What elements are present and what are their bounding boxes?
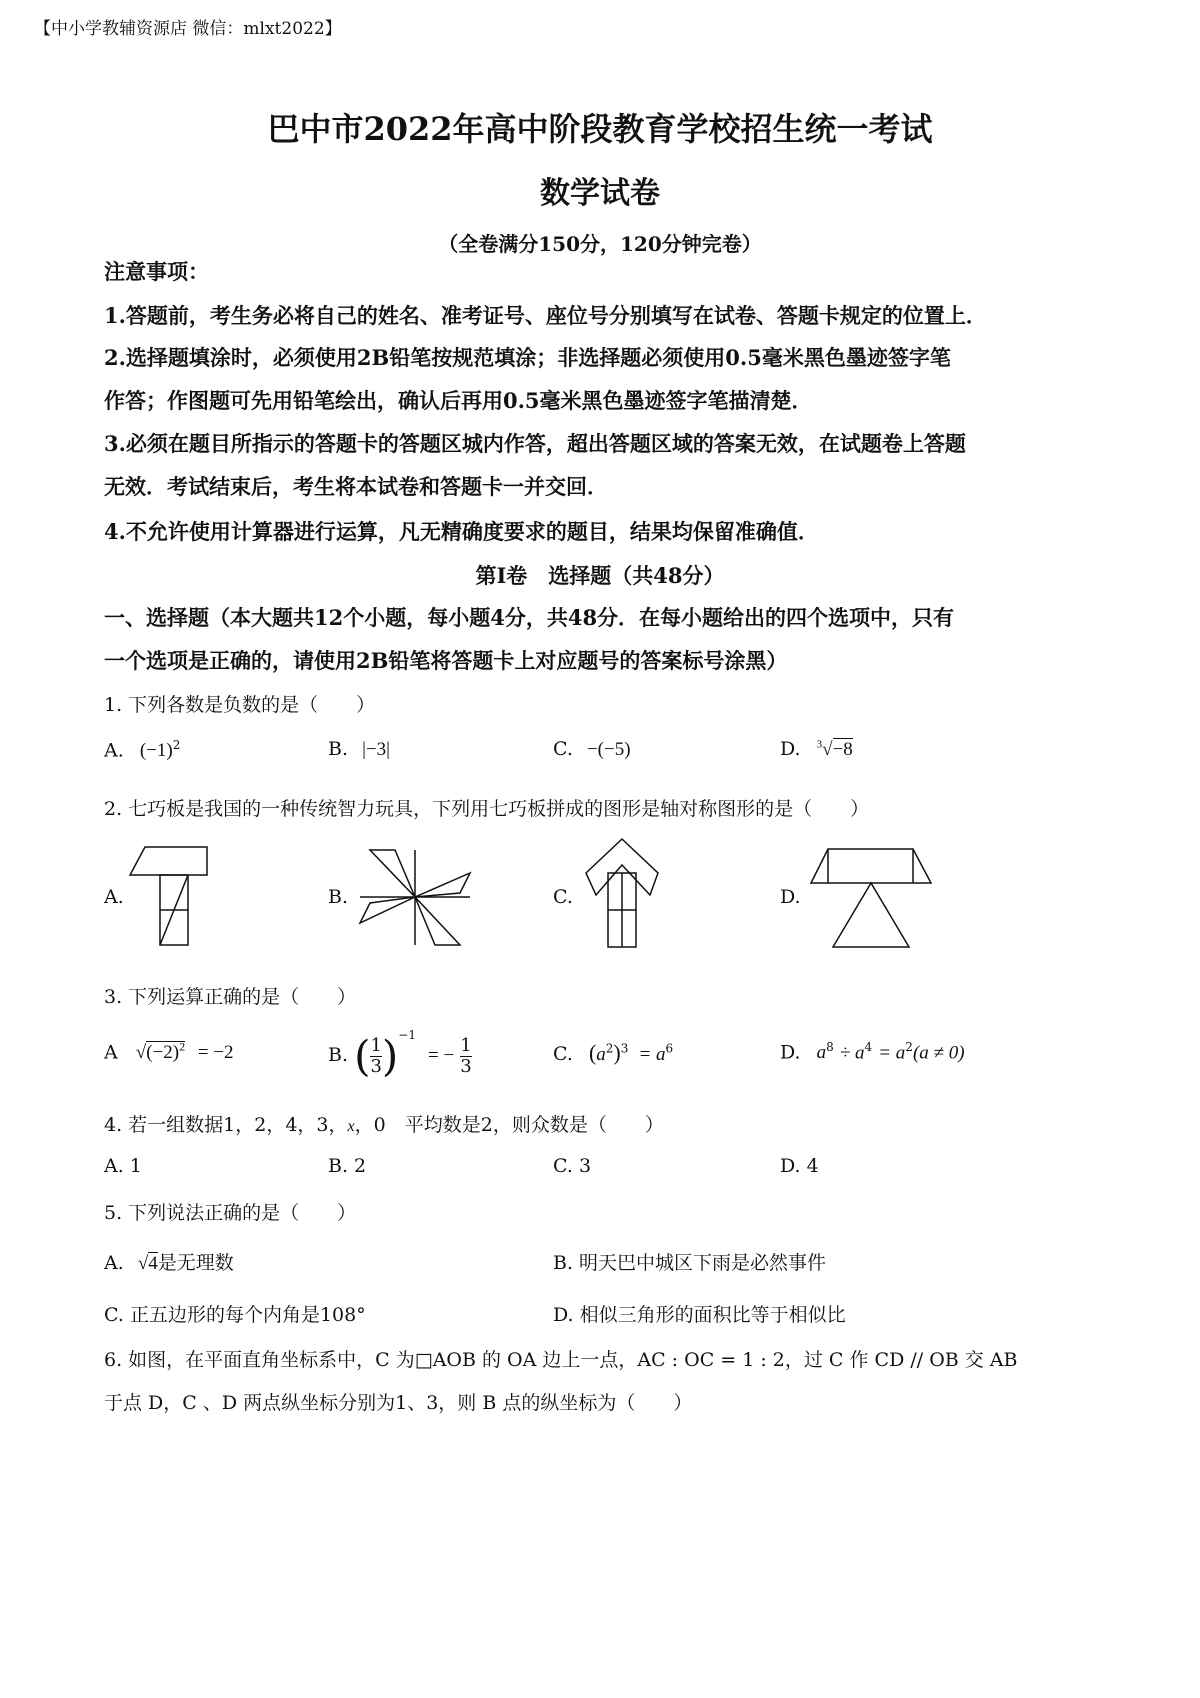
q5-option-a: A. √4是无理数 (104, 1252, 234, 1274)
q4-option-c: C. 3 (553, 1155, 592, 1177)
q3-b-num: 1 (370, 1034, 382, 1056)
q5-option-c: C. 正五边形的每个内角是108° (104, 1304, 366, 1326)
watermark: 【中小学教辅资源店 微信：mlxt2022】 (34, 19, 342, 39)
q1-option-d: D. $^3$√−8 (780, 738, 853, 760)
q4-option-d: D. 4 (780, 1155, 819, 1177)
q3-a-radicand: (−2) (146, 1042, 180, 1064)
q3-a-exp: 2 (179, 1040, 186, 1054)
q3-b-exp: −1 (398, 1028, 416, 1042)
q1-stem: 1. 下列各数是负数的是（ ） (104, 694, 376, 716)
q4-option-b: B. 2 (328, 1155, 367, 1177)
q4-stem-a: 4. 若一组数据1，2，4，3， (104, 1114, 348, 1136)
q6-line-1: 6. 如图，在平面直角坐标系中，C 为□AOB 的 OA 边上一点，AC : OC = 1 : 2，过 C 作 CD // OB 交 AB (104, 1349, 1018, 1371)
q3-c-rhs: = a (638, 1044, 666, 1065)
q2-d-label: D. (780, 886, 801, 908)
q3-stem: 3. 下列运算正确的是（ ） (104, 986, 357, 1008)
q2-c-label: C. (553, 886, 573, 908)
q3-c-base: a (596, 1044, 606, 1065)
tangram-figure-c (578, 835, 668, 955)
q5-stem: 5. 下列说法正确的是（ ） (104, 1202, 357, 1224)
q2-stem: 2. 七巧板是我国的一种传统智力玩具，下列用七巧板拼成的图形是轴对称图形的是（ ） (104, 798, 870, 820)
notice-line-3: 作答；作图题可先用铅笔绘出，确认后再用0.5毫米黑色墨迹签字笔描清楚． (104, 388, 813, 413)
q3-a-label: A (104, 1041, 118, 1064)
q4-stem-x: x (347, 1118, 355, 1135)
q3-option-c: C. $(a^2)^3 = a^6$ (553, 1040, 674, 1065)
q3-d-e3: 2 (905, 1040, 913, 1054)
q1-c-label: C. (553, 738, 573, 760)
exam-note: （全卷满分150分，120分钟完卷） (438, 232, 762, 256)
part-title: 第Ⅰ卷 选择题（共48分） (475, 563, 725, 588)
tangram-figure-a (125, 845, 215, 955)
q1-d-index: 3 (816, 738, 823, 751)
q6-line-2: 于点 D，C 、D 两点纵坐标分别为1、3，则 B 点的纵坐标为（ ） (104, 1392, 693, 1414)
q3-b-label: B. (328, 1044, 349, 1066)
q3-c-label: C. (553, 1043, 573, 1065)
q1-option-b (328, 738, 390, 761)
q1-c-expr: −(−5) (586, 739, 631, 760)
q3-b-eq: = − (428, 1045, 455, 1066)
q2-b-label: B. (328, 886, 349, 908)
section-instr-1: 一、选择题（本大题共12个小题，每小题4分，共48分．在每小题给出的四个选项中，只有 (104, 605, 955, 630)
q3-b-rnum: 1 (460, 1034, 472, 1056)
exam-subtitle: 数学试卷 (540, 176, 660, 211)
q3-a-rhs: = −2 (197, 1042, 234, 1064)
q1-d-radicand: −8 (832, 739, 853, 760)
notice-line-2: 2.选择题填涂时，必须使用2B铅笔按规范填涂；非选择题必须使用0.5毫米黑色墨迹签字笔 (104, 345, 951, 370)
tangram-figure-d (803, 845, 943, 955)
notice-line-1: 1.答题前，考生务必将自己的姓名、准考证号、座位号分别填写在试卷、答题卡规定的位置上． (104, 303, 987, 328)
q3-option-d (780, 1040, 965, 1064)
q3-d-cond: (a ≠ 0) (912, 1042, 965, 1064)
q3-d-e2: 4 (864, 1040, 873, 1054)
q1-b-expr: |−3| (362, 739, 390, 760)
notice-heading: 注意事项： (104, 259, 209, 284)
q5-a-radicand: 4 (148, 1253, 158, 1274)
notice-line-6: 4.不允许使用计算器进行运算，凡无精确度要求的题目，结果均保留准确值． (104, 519, 819, 544)
q5-a-label: A. (104, 1252, 124, 1274)
q3-d-a: a (816, 1042, 827, 1064)
tangram-figure-b (350, 845, 480, 955)
q3-b-den: 3 (370, 1055, 382, 1077)
q3-c-rhs-exp: 6 (665, 1041, 674, 1056)
q1-b-label: B. (328, 738, 349, 760)
q5-option-b: B. 明天巴中城区下雨是必然事件 (553, 1252, 827, 1274)
notice-line-4: 3.必须在题目所指示的答题卡的答题区城内作答，超出答题区域的答案无效，在试题卷上答题 (104, 431, 966, 456)
q1-d-label: D. (780, 738, 801, 760)
q1-a-expr: (−1) (139, 740, 173, 762)
q1-option-a (104, 738, 180, 762)
q3-d-label: D. (780, 1041, 801, 1064)
q3-d-e1: 8 (826, 1040, 834, 1054)
q2-a-label: A. (104, 886, 124, 908)
q5-a-text: 是无理数 (157, 1252, 234, 1274)
q4-option-a: A. 1 (104, 1155, 142, 1177)
q1-a-label: A. (104, 739, 124, 762)
q3-c-out-exp: 3 (620, 1041, 629, 1056)
q3-b-rden: 3 (460, 1055, 472, 1077)
notice-line-5: 无效．考试结束后，考生将本试卷和答题卡一并交回． (104, 474, 608, 499)
q3-c-in-exp: 2 (605, 1041, 614, 1056)
q3-d-eq: = a (878, 1042, 906, 1064)
q4-stem (104, 1110, 664, 1137)
section-instr-2: 一个选项是正确的，请使用2B铅笔将答题卡上对应题号的答案标号涂黑） (104, 648, 788, 673)
exam-title: 巴中市2022年高中阶段教育学校招生统一考试 (267, 110, 933, 148)
q4-stem-b: ，0 平均数是2，则众数是（ ） (354, 1114, 664, 1136)
q5-option-d: D. 相似三角形的面积比等于相似比 (553, 1304, 846, 1326)
q3-option-b: B. ( $\frac{1}{3}$ )$^{-1}$ = − $\frac{1}{3}$ (328, 1028, 472, 1081)
q1-a-exp: 2 (172, 738, 181, 752)
q1-option-c (553, 738, 631, 761)
q3-option-a: A $√(-2)^2 = -2$ (104, 1040, 234, 1064)
q3-d-mid: ÷ a (839, 1042, 865, 1064)
